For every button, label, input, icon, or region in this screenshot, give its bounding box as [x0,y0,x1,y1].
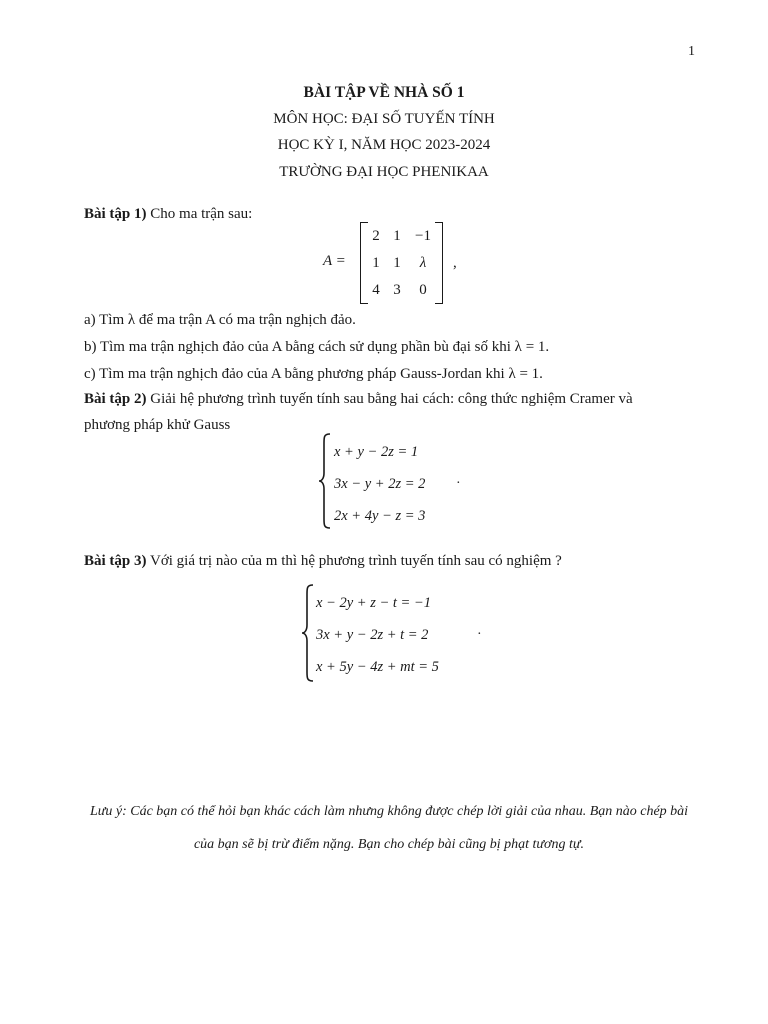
matrix-cell: 1 [372,255,380,271]
exercise-3-text: Với giá trị nào của m thì hệ phương trình tuyến tính sau có nghiệm ? [150,553,562,569]
system-1-trailing-dot: · [456,476,461,491]
matrix-cell: 1 [393,255,401,271]
matrix-cell: 2 [372,228,380,244]
school-line: TRƯỜNG ĐẠI HỌC PHENIKAA [279,164,489,180]
subject-line: MÔN HỌC: ĐẠI SỐ TUYẾN TÍNH [273,111,495,127]
exercise-3-heading [84,553,562,570]
matrix-cell: 1 [393,228,401,244]
page-number: 1 [688,44,695,59]
exercise-1-part-a: a) Tìm λ để ma trận A có ma trận nghịch đảo. [84,312,356,328]
system-2-equation-3: x + 5y − 4z + mt = 5 [316,659,439,675]
exercise-1-label: Bài tập 1) [84,206,147,222]
matrix-cell: 4 [372,282,380,298]
exercise-2-text-line2: phương pháp khử Gauss [84,417,231,433]
exercise-1-heading [84,206,252,223]
exercise-3-label: Bài tập 3) [84,553,147,569]
matrix-a [323,222,483,304]
matrix-trailing-comma: , [453,255,457,271]
term-line: HỌC KỲ I, NĂM HỌC 2023-2024 [277,137,491,153]
matrix-cell: 0 [419,282,427,298]
exercise-1-text: Cho ma trận sau: [150,206,253,222]
system-1-equation-2: 3x − y + 2z = 2 [334,476,426,492]
system-2-trailing-dot: · [477,627,482,642]
matrix-cell: −1 [415,228,431,244]
exercise-1-part-c: c) Tìm ma trận nghịch đảo của A bằng phương pháp Gauss-Jordan khi λ = 1. [84,366,543,382]
exercise-2-heading [84,391,633,408]
system-2-equation-1: x − 2y + z − t = −1 [316,595,431,611]
exercise-1-part-b: b) Tìm ma trận nghịch đảo của A bằng cách sử dụng phần bù đại số khi λ = 1. [84,339,550,355]
exercise-2-label: Bài tập 2) [84,391,147,407]
system-1-equation-3: 2x + 4y − z = 3 [334,508,426,524]
matrix-lhs: A = [323,253,346,269]
system-2-brace [301,584,315,682]
system-2-equation-2: 3x + y − 2z + t = 2 [316,627,429,643]
note-paragraph: Lưu ý: Các bạn có thể hỏi bạn khác cách làm nhưng không được chép lời giải của nhau. Bạn nào chép bài của bạn sẽ bị trừ điểm nặng. Bạn cho chép bài cũng bị phạt tương tự. [89,804,689,852]
system-1-equation-1: x + y − 2z = 1 [334,444,419,460]
matrix-cell: λ [419,255,427,271]
matrix-cell: 3 [393,282,401,298]
document-title: BÀI TẬP VỀ NHÀ SỐ 1 [303,84,465,101]
system-1-brace [318,433,332,529]
exercise-2-text-line1: Giải hệ phương trình tuyến tính sau bằng hai cách: công thức nghiệm Cramer và [150,391,633,407]
